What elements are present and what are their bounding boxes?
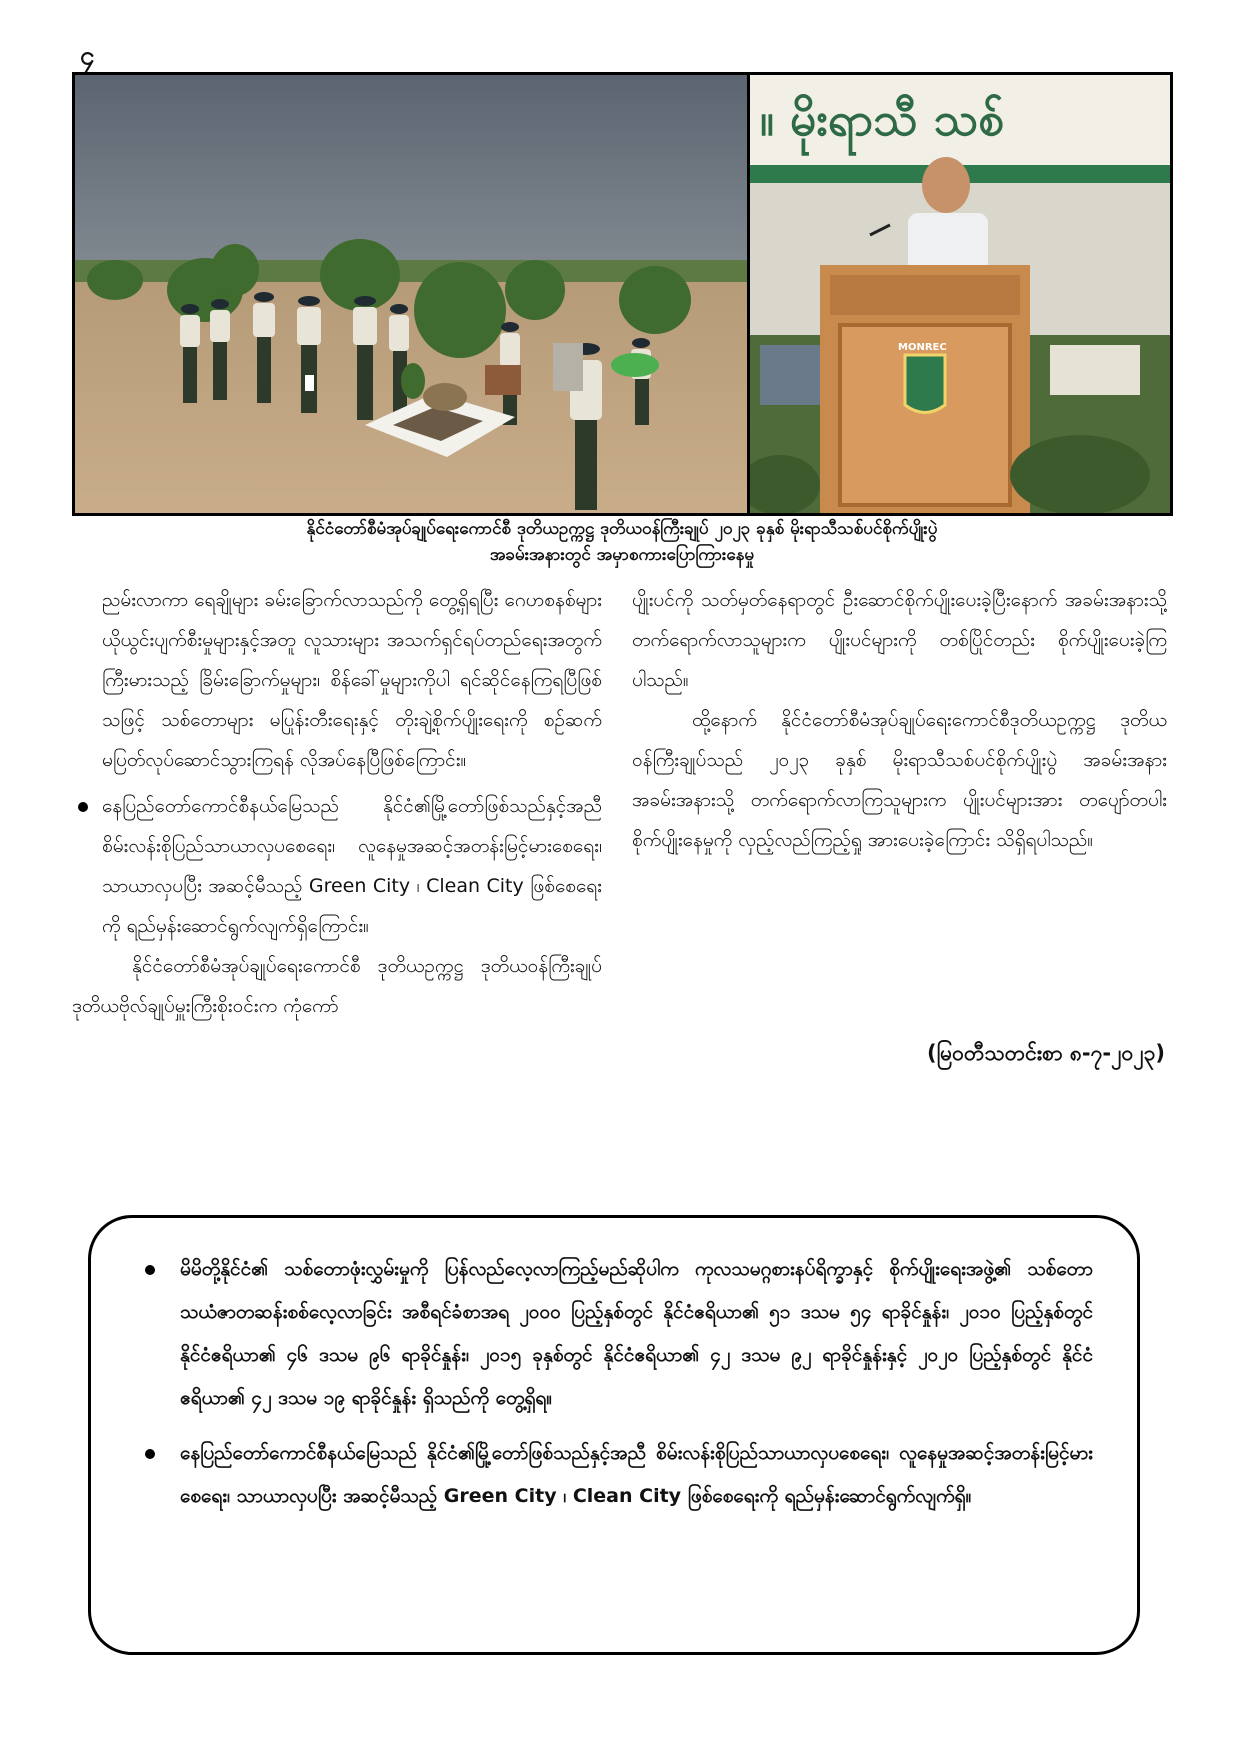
right-paragraph-2: ထို့နောက် နိုင်ငံတော်စီမံအုပ်ချုပ်ရေးကောင်စီဒုတိယဥက္ကဋ္ဌ ဒုတိယဝန်ကြီးချုပ်သည် ၂၀၂၃ ခုနှစ် မိုးရာသီသစ်ပင်စိုက်ပျိုးပွဲ အခမ်းအနားအခမ်းအနားသို့ တက်ရောက်လာကြသူများက ပျိုးပင်များအား တပျော်တပါးစိုက်ပျိုးနေမှုကို လှည့်လည်ကြည့်ရှု အားပေးခဲ့ကြောင်း သိရှိရပါသည်။ <box>632 709 1167 851</box>
page-number: ၄ <box>80 41 95 71</box>
right-column <box>632 580 1167 860</box>
tree-planting-photo <box>75 75 750 513</box>
bullet-icon <box>145 1265 155 1275</box>
right-paragraph-1: ပျိုးပင်ကို သတ်မှတ်နေရာတွင် ဦးဆောင်စိုက်ပျိုးပေးခဲ့ပြီးနောက် အခမ်းအနားသို့ တက်ရောက်လာသူများက ပျိုးပင်များကို တစ်ပြိုင်တည်း စိုက်ပျိုးပေးခဲ့ကြပါသည်။ <box>632 589 1167 691</box>
bullet-icon <box>145 1449 155 1459</box>
left-paragraph-1: ညမ်းလာကာ ရေချိုများ ခမ်းခြောက်လာသည်ကို တွေ့ရှိရပြီး ဂေဟစနစ်များ ယိုယွင်းပျက်စီးမှုများနှင့်အတူ လူသားများ အသက်ရှင်ရပ်တည်ရေးအတွက် ကြီးမားသည့် ခြိမ်းခြောက်မှုများ၊ စိန်ခေါ်မှုများကိုပါ ရင်ဆိုင်နေကြရပြီဖြစ်သဖြင့် သစ်တောများ မပြုန်းတီးရေးနှင့် တိုးချဲ့စိုက်ပျိုးရေးကို စဉ်ဆက်မပြတ်လုပ်ဆောင်သွားကြရန် လိုအပ်နေပြီဖြစ်ကြောင်း။ <box>102 589 602 771</box>
summary-item-forest-cover <box>135 1248 1093 1420</box>
left-bullet-text: နေပြည်တော်ကောင်စီနယ်မြေသည် နိုင်ငံ၏မြို့တော်ဖြစ်သည်နှင့်အညီ စိမ်းလန်းစိုပြည်သာယာလှပစေရေး၊ လူနေမှုအဆင့်အတန်းမြင့်မားစေရေး၊ သာယာလှပပြီး အဆင့်မီသည့် Green City ၊ Clean City ဖြစ်စေရေးကို ရည်မှန်းဆောင်ရွက်လျက်ရှိကြောင်း။ <box>102 795 602 937</box>
tree-planting-scene <box>75 75 747 513</box>
left-bullet-item <box>72 786 602 946</box>
speech-photo <box>750 75 1170 513</box>
summary-item-green-city <box>135 1432 1093 1518</box>
bullet-icon <box>78 802 88 812</box>
summary-text-2: နေပြည်တော်ကောင်စီနယ်မြေသည် နိုင်ငံ၏မြို့တော်ဖြစ်သည်နှင့်အညီ စိမ်းလန်းစိုပြည်သာယာလှပစေရေး၊ လူနေမှုအဆင့်အတန်းမြင့်မားစေရေး၊ သာယာလှပပြီး အဆင့်မီသည့် Green City ၊ Clean City ဖြစ်စေရေးကို ရည်မှန်းဆောင်ရွက်လျက်ရှိ။ <box>180 1442 1093 1507</box>
emblem-text: MONREC <box>898 342 947 353</box>
banner-text: ။ မိုးရာသီ သစ် <box>760 92 1005 146</box>
left-column <box>72 580 602 1026</box>
caption-line-2: အခမ်းအနားတွင် အမှာစကားပြောကြားနေမှု <box>489 545 755 565</box>
caption-line-1: နိုင်ငံတော်စီမံအုပ်ချုပ်ရေးကောင်စီ ဒုတိယဥက္ကဋ္ဌ ဒုတိယဝန်ကြီးချုပ် ၂၀၂၃ ခုနှစ် မိုးရာသီသစ်ပင်စိုက်ပျိုးပွဲ <box>306 519 938 539</box>
photo-caption <box>72 516 1172 568</box>
speech-scene <box>750 75 1170 513</box>
source-citation: (မြဝတီသတင်းစာ ၈-၇-၂၀၂၃) <box>927 1041 1165 1065</box>
summary-box <box>88 1215 1140 1655</box>
summary-text-1: မိမိတို့နိုင်ငံ၏ သစ်တောဖုံးလွှမ်းမှုကို ပြန်လည်လေ့လာကြည့်မည်ဆိုပါက ကုလသမဂ္ဂစားနပ်ရိက္ခာနှင့် စိုက်ပျိုးရေးအဖွဲ့၏ သစ်တောသယံဇာတဆန်းစစ်လေ့လာခြင်း အစီရင်ခံစာအရ ၂၀၀၀ ပြည့်နှစ်တွင် နိုင်ငံဧရိယာ၏ ၅၁ ဒသမ ၅၄ ရာခိုင်နှုန်း၊ ၂၀၁၀ ပြည့်နှစ်တွင် နိုင်ငံဧရိယာ၏ ၄၆ ဒသမ ၉၆ ရာခိုင်နှုန်း၊ ၂၀၁၅ ခုနှစ်တွင် နိုင်ငံဧရိယာ၏ ၄၂ ဒသမ ၉၂ ရာခိုင်နှုန်းနှင့် ၂၀၂၀ ပြည့်နှစ်တွင် နိုင်ငံဧရိယာ၏ ၄၂ ဒသမ ၁၉ ရာခိုင်နှုန်း ရှိသည်ကို တွေ့ရှိရ။ <box>180 1258 1093 1409</box>
photo-strip <box>72 72 1173 516</box>
left-paragraph-2: နိုင်ငံတော်စီမံအုပ်ချုပ်ရေးကောင်စီ ဒုတိယဥက္ကဋ္ဌ ဒုတိယဝန်ကြီးချုပ် ဒုတိယဗိုလ်ချုပ်မှူးကြီးစိုးဝင်းက ကုံကော် <box>72 955 602 1017</box>
